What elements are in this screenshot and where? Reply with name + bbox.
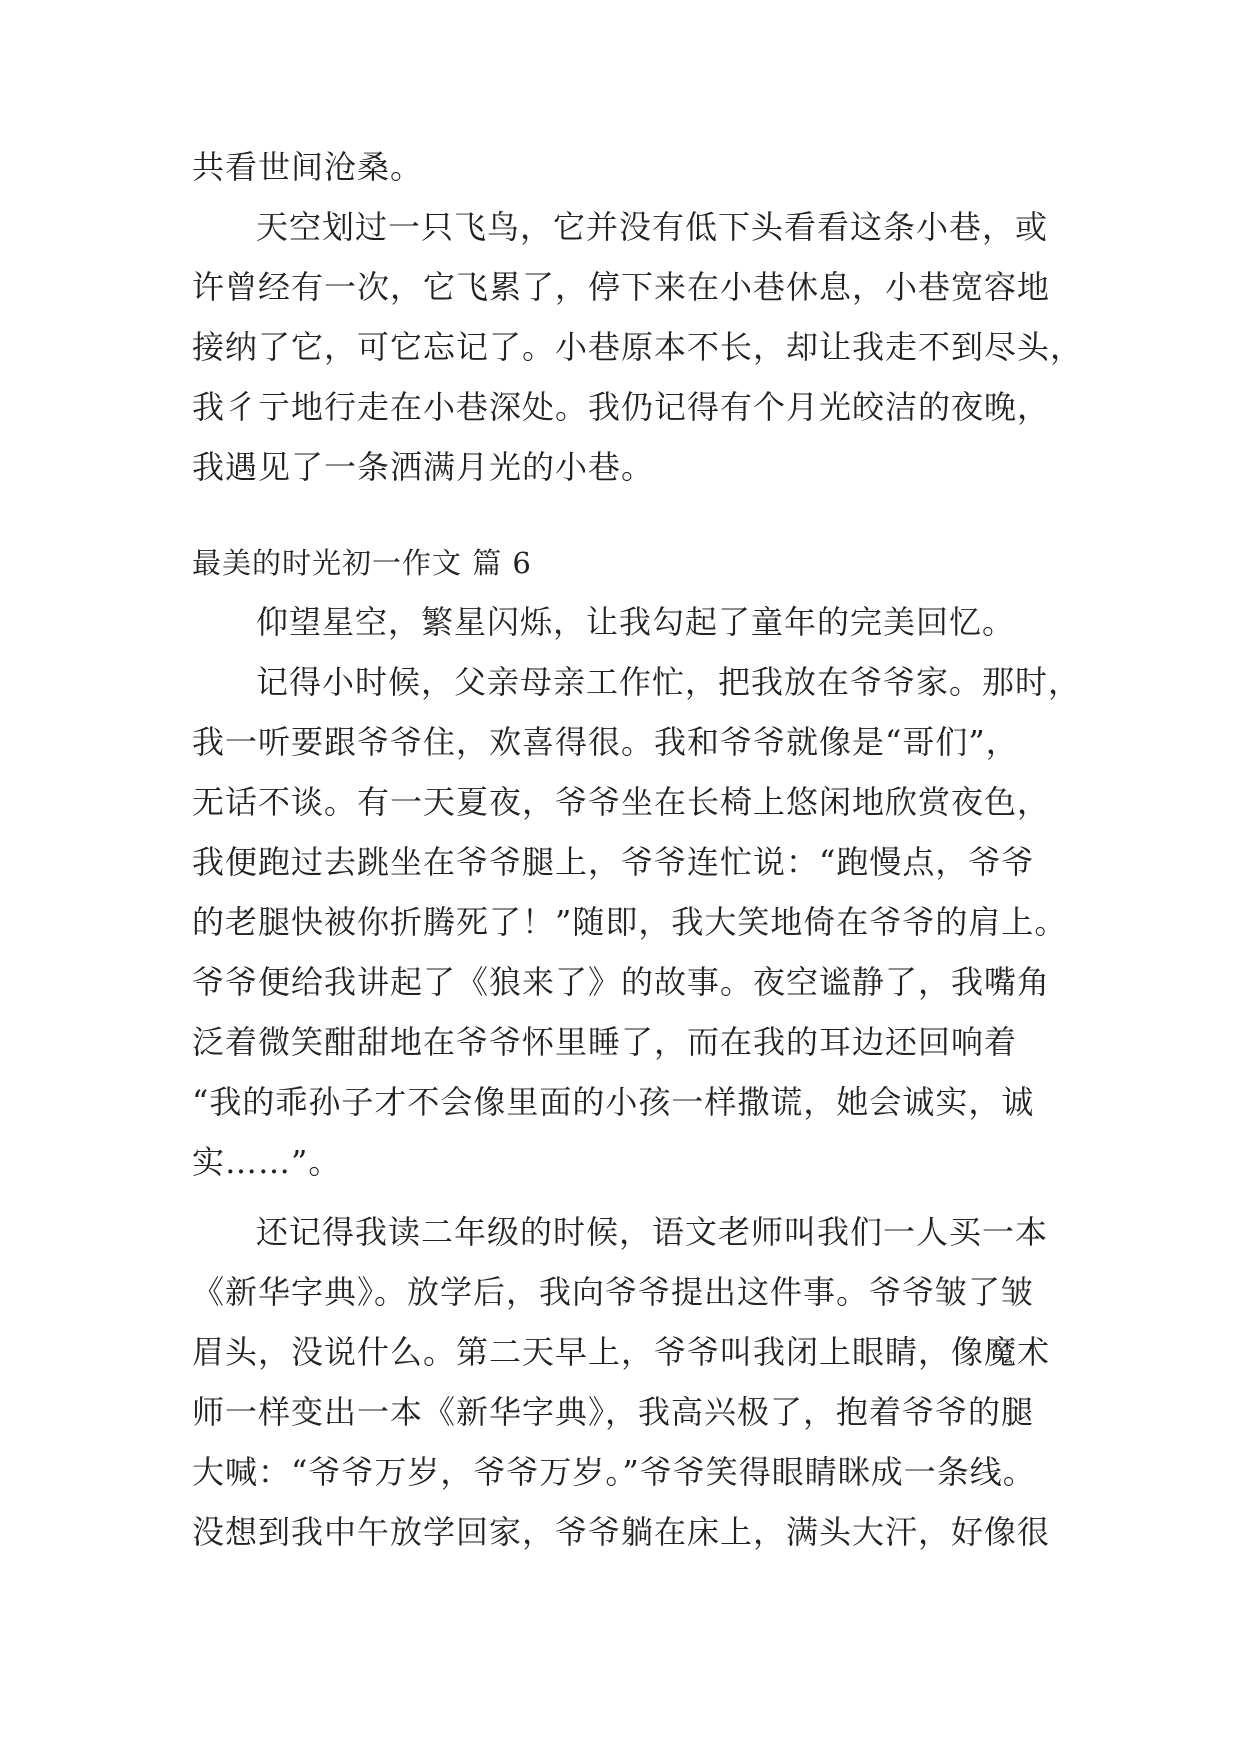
paragraph-first-line: 记得小时候，父亲母亲工作忙，把我放在爷爷家。那时， bbox=[256, 663, 1082, 701]
text-line: 泛着微笑酣甜地在爷爷怀里睡了，而在我的耳边还回响着 bbox=[192, 1023, 1018, 1061]
text-line: 接纳了它，可它忘记了。小巷原本不长，却让我走不到尽头， bbox=[192, 328, 1084, 366]
paragraph-first-line: 天空划过一只飞鸟，它并没有低下头看看这条小巷，或 bbox=[256, 208, 1049, 246]
text-line: 师一样变出一本《新华字典》，我高兴极了，抱着爷爷的腿 bbox=[192, 1393, 1035, 1431]
text-line: 我便跑过去跳坐在爷爷腿上，爷爷连忙说：“跑慢点，爷爷 bbox=[192, 843, 1035, 881]
text-line: 许曾经有一次，它飞累了，停下来在小巷休息，小巷宽容地 bbox=[192, 268, 1051, 306]
text-line: 大喊：“爷爷万岁，爷爷万岁。”爷爷笑得眼睛眯成一条线。 bbox=[192, 1453, 1036, 1491]
text-line: 我一听要跟爷爷住，欢喜得很。我和爷爷就像是“哥们”， bbox=[192, 723, 1019, 761]
text-line: 没想到我中午放学回家，爷爷躺在床上，满头大汗，好像很 bbox=[192, 1513, 1051, 1551]
text-line: 我遇见了一条洒满月光的小巷。 bbox=[192, 448, 655, 486]
text-line: 无话不谈。有一天夏夜，爷爷坐在长椅上悠闲地欣赏夜色， bbox=[192, 783, 1051, 821]
paragraph-first-line: 还记得我读二年级的时候，语文老师叫我们一人买一本 bbox=[256, 1213, 1049, 1251]
text-line: 实……”。 bbox=[192, 1143, 342, 1181]
section-heading: 最美的时光初一作文 篇 6 bbox=[192, 546, 532, 580]
text-line: 我彳亍地行走在小巷深处。我仍记得有个月光皎洁的夜晚， bbox=[192, 388, 1051, 426]
text-line: 爷爷便给我讲起了《狼来了》的故事。夜空谧静了，我嘴角 bbox=[192, 963, 1051, 1001]
text-line: 《新华字典》。放学后，我向爷爷提出这件事。爷爷皱了皱 bbox=[192, 1273, 1035, 1311]
text-line: 共看世间沧桑。 bbox=[192, 148, 424, 186]
text-line: 的老腿快被你折腾死了！”随即，我大笑地倚在爷爷的肩上。 bbox=[192, 903, 1068, 941]
text-line: 眉头，没说什么。第二天早上，爷爷叫我闭上眼睛，像魔术 bbox=[192, 1333, 1051, 1371]
text-line: “我的乖孙子才不会像里面的小孩一样撒谎，她会诚实，诚 bbox=[192, 1083, 1035, 1121]
paragraph-first-line: 仰望星空，繁星闪烁，让我勾起了童年的完美回忆。 bbox=[256, 603, 1016, 641]
